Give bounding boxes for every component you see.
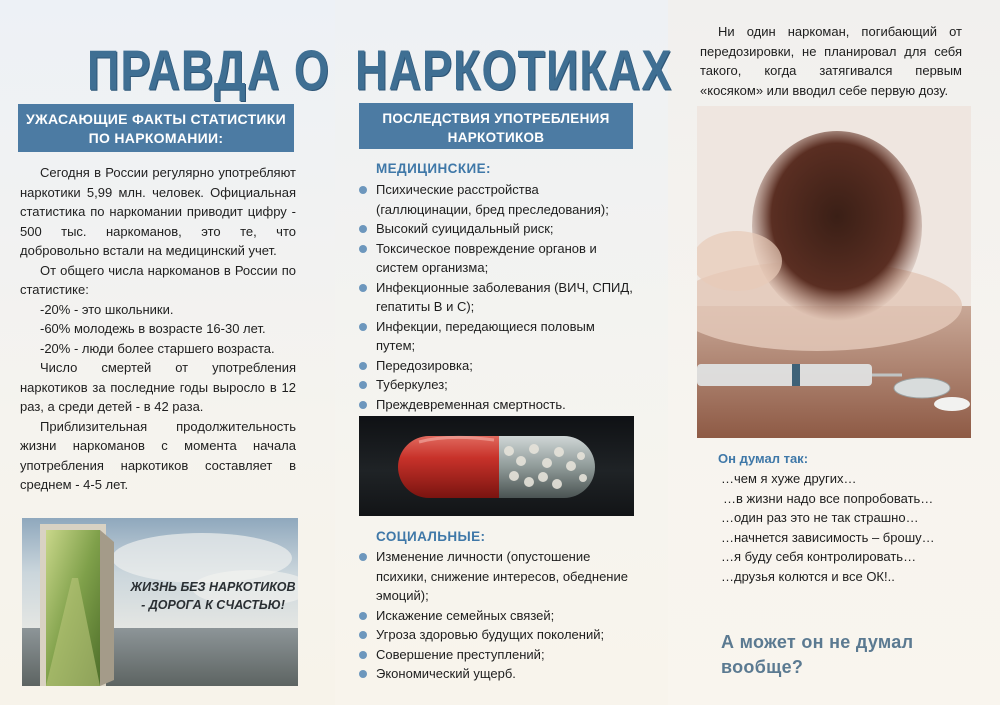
facts-paragraph-3: Число смертей от употребления наркотиков за последние годы выросло в 12 раз, а среди детей - в 42 раза. <box>20 360 296 414</box>
social-heading: СОЦИАЛЬНЫЕ: <box>376 529 486 544</box>
bullet-icon <box>359 245 367 253</box>
thought-line: …в жизни надо все попробовать… <box>723 490 934 506</box>
bullet-icon <box>359 381 367 389</box>
bullet-icon <box>359 323 367 331</box>
stat-line: -60% молодежь в возрасте 16-30 лет. <box>40 321 266 336</box>
medical-heading: МЕДИЦИНСКИЕ: <box>376 161 491 176</box>
bullet-icon <box>359 186 367 194</box>
facts-banner: УЖАСАЮЩИЕ ФАКТЫ СТАТИСТИКИ ПО НАРКОМАНИИ: <box>18 104 294 152</box>
list-item: Совершение преступлений; <box>359 645 635 665</box>
thought-line: …начнется зависимость – брошу… <box>721 529 935 545</box>
medical-list <box>359 180 635 414</box>
intro-paragraph: Ни один наркоман, погибающий от передозировки, не планировал для себя такого, когда затягивался первым «косяком» или вводил себе первую дозу. <box>700 24 962 98</box>
list-item: Экономический ущерб. <box>359 664 635 684</box>
list-item: Инфекционные заболевания (ВИЧ, СПИД, гепатиты В и С); <box>359 278 635 317</box>
facts-paragraph-2: От общего числа наркоманов в России по статистике: <box>20 262 296 297</box>
list-item: Передозировка; <box>359 356 635 376</box>
bullet-icon <box>359 631 367 639</box>
list-item: Угроза здоровью будущих поколений; <box>359 625 635 645</box>
thought-line: …я буду себя контролировать… <box>721 549 917 564</box>
thought-line: …друзья колются и все ОК!.. <box>721 568 895 584</box>
capsule-illustration <box>359 416 634 516</box>
list-item: Изменение личности (опустошение психики, снижение интересов, обеднение эмоций); <box>359 547 635 606</box>
list-item: Токсическое повреждение органов и систем организма; <box>359 239 635 278</box>
capsule-image <box>359 416 634 516</box>
thought-line: …чем я хуже других… <box>721 471 857 486</box>
list-item: Инфекции, передающиеся половым путем; <box>359 317 635 356</box>
list-item: Туберкулез; <box>359 375 635 395</box>
stat-line: -20% - люди более старшего возраста. <box>40 340 275 356</box>
social-list <box>359 547 635 684</box>
thoughts-list <box>721 469 935 586</box>
facts-text <box>20 163 296 495</box>
facts-paragraph-1: Сегодня в России регулярно употребляют наркотики 5,99 млн. человек. Официальная статистика по наркомании приводит цифру - 500 тыс. наркоманов, это те, что добровольно встали на медицинский учет. <box>20 165 296 258</box>
bullet-icon <box>359 651 367 659</box>
bullet-icon <box>359 225 367 233</box>
bullet-icon <box>359 553 367 561</box>
bullet-icon <box>359 401 367 409</box>
title-part-left: ПРАВДА О <box>87 38 330 102</box>
bullet-icon <box>359 612 367 620</box>
facts-paragraph-4: Приблизительная продолжительность жизни наркоманов с момента начала употребления наркотиков составляет в среднем - 4-5 лет. <box>20 418 296 492</box>
bullet-icon <box>359 670 367 678</box>
bullet-icon <box>359 284 367 292</box>
list-item: Психические расстройства (галлюцинации, бред преследования); <box>359 180 635 219</box>
list-item: Искажение семейных связей; <box>359 606 635 626</box>
thoughts-heading: Он думал так: <box>718 451 809 466</box>
list-item: Высокий суицидальный риск; <box>359 219 635 239</box>
closing-question: А может он не думал вообще? <box>721 632 914 677</box>
consequences-banner: ПОСЛЕДСТВИЯ УПОТРЕБЛЕНИЯ НАРКОТИКОВ <box>359 103 633 149</box>
addict-photo <box>697 106 971 438</box>
thought-line: …один раз это не так страшно… <box>721 510 919 525</box>
door-image-caption: ЖИЗНЬ БЕЗ НАРКОТИКОВ - ДОРОГА К СЧАСТЬЮ! <box>130 580 296 612</box>
title-part-right: НАРКОТИКАХ <box>355 38 673 102</box>
bullet-icon <box>359 362 367 370</box>
list-item: Преждевременная смертность. <box>359 395 635 415</box>
stat-line: -20% - это школьники. <box>40 301 174 317</box>
photo-illustration <box>697 106 971 438</box>
